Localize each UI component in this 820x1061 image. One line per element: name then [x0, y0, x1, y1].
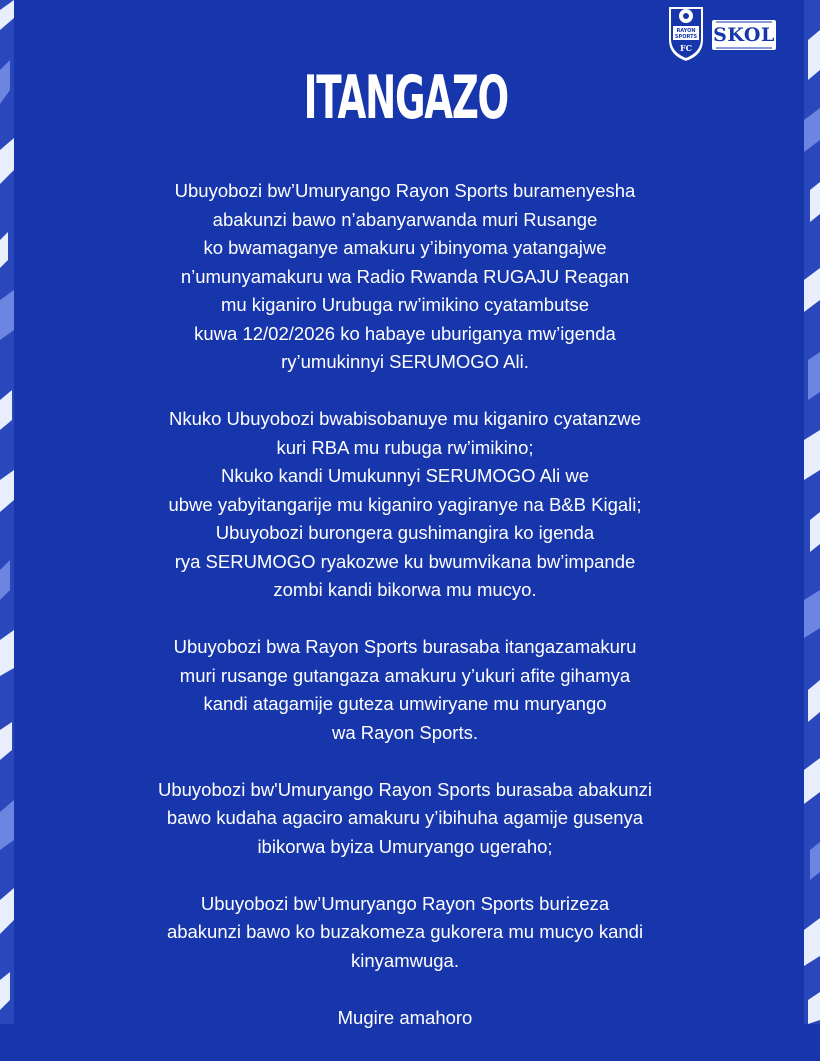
text-line: abakunzi bawo ko buzakomeza gukorera mu mucyo kandi — [166, 921, 644, 942]
text-line: kandi atagamije guteza umwiryane mu muryango — [203, 693, 607, 714]
closing-paragraph — [60, 1004, 750, 1033]
text-line: muri rusange gutangaza amakuru y’ukuri afite gihamya — [179, 664, 631, 686]
text-line: ko bwamaganye amakuru y’ibinyoma yatangajwe — [203, 237, 607, 258]
closing-line: Mugire amahoro — [337, 1006, 473, 1028]
text-line: ry’umukinnyi SERUMOGO Ali. — [281, 351, 529, 372]
text-line: ubwe yabyitangarije mu kiganiro yagiranye na B&B Kigali; — [168, 493, 642, 515]
text-line: Ubuyobozi bw'Umuryango Rayon Sports burasaba abakunzi — [157, 778, 653, 800]
skol-brand-text: SKOL — [713, 24, 775, 46]
text-line: Ubuyobozi bw’Umuryango Rayon Sports burizeza — [200, 892, 610, 914]
right-stripes-graphic — [804, 0, 820, 1024]
paragraph-4 — [60, 776, 750, 862]
text-line: abakunzi bawo n’abanyarwanda muri Rusange — [212, 208, 598, 230]
left-stripes-graphic — [0, 0, 14, 1024]
page-title: ITANGAZO — [303, 63, 508, 133]
announcement-body — [60, 177, 750, 1061]
text-line: wa Rayon Sports. — [331, 721, 478, 743]
crest-text-top: RAYON — [676, 28, 696, 34]
rayon-sports-crest-logo — [666, 0, 706, 64]
left-edge-stripes — [0, 0, 14, 1024]
sponsor-logos — [664, 0, 782, 66]
text-line: rya SERUMOGO ryakozwe ku bwumvikana bw’impande — [174, 550, 636, 572]
text-line: n’umunyamakuru wa Radio Rwanda RUGAJU Reagan — [180, 265, 630, 287]
text-line: Ubuyobozi bwa Rayon Sports burasaba itangazamakuru — [173, 636, 637, 657]
paragraph-1 — [60, 177, 750, 377]
text-line: ibikorwa byiza Umuryango ugeraho; — [257, 835, 553, 857]
text-line: Nkuko Ubuyobozi bwabisobanuye mu kiganiro cyatanzwe — [168, 408, 641, 429]
text-line: kinyamwuga. — [351, 949, 459, 971]
text-line: kuwa 12/02/2026 ko habaye uburiganya mw’igenda — [194, 322, 616, 344]
crest-text-mid: SPORTS — [674, 34, 698, 40]
right-edge-stripes — [804, 0, 820, 1024]
text-line: mu kiganiro Urubuga rw’imikino cyatambutse — [220, 294, 590, 315]
paragraph-2 — [60, 405, 750, 605]
crest-text-bottom: FC — [679, 43, 693, 53]
text-line: Ubuyobozi bw’Umuryango Rayon Sports buramenyesha — [174, 180, 636, 201]
text-line: kuri RBA mu rubuga rw’imikino; — [276, 436, 534, 458]
text-line: bawo kudaha agaciro amakuru y’ibihuha agamije gusenya — [166, 807, 644, 828]
paragraph-5 — [60, 890, 750, 976]
text-line: Nkuko kandi Umukunnyi SERUMOGO Ali we — [220, 465, 590, 486]
paragraph-3 — [60, 633, 750, 747]
text-line: Ubuyobozi burongera gushimangira ko igenda — [215, 522, 595, 543]
text-line: zombi kandi bikorwa mu mucyo. — [273, 579, 537, 600]
